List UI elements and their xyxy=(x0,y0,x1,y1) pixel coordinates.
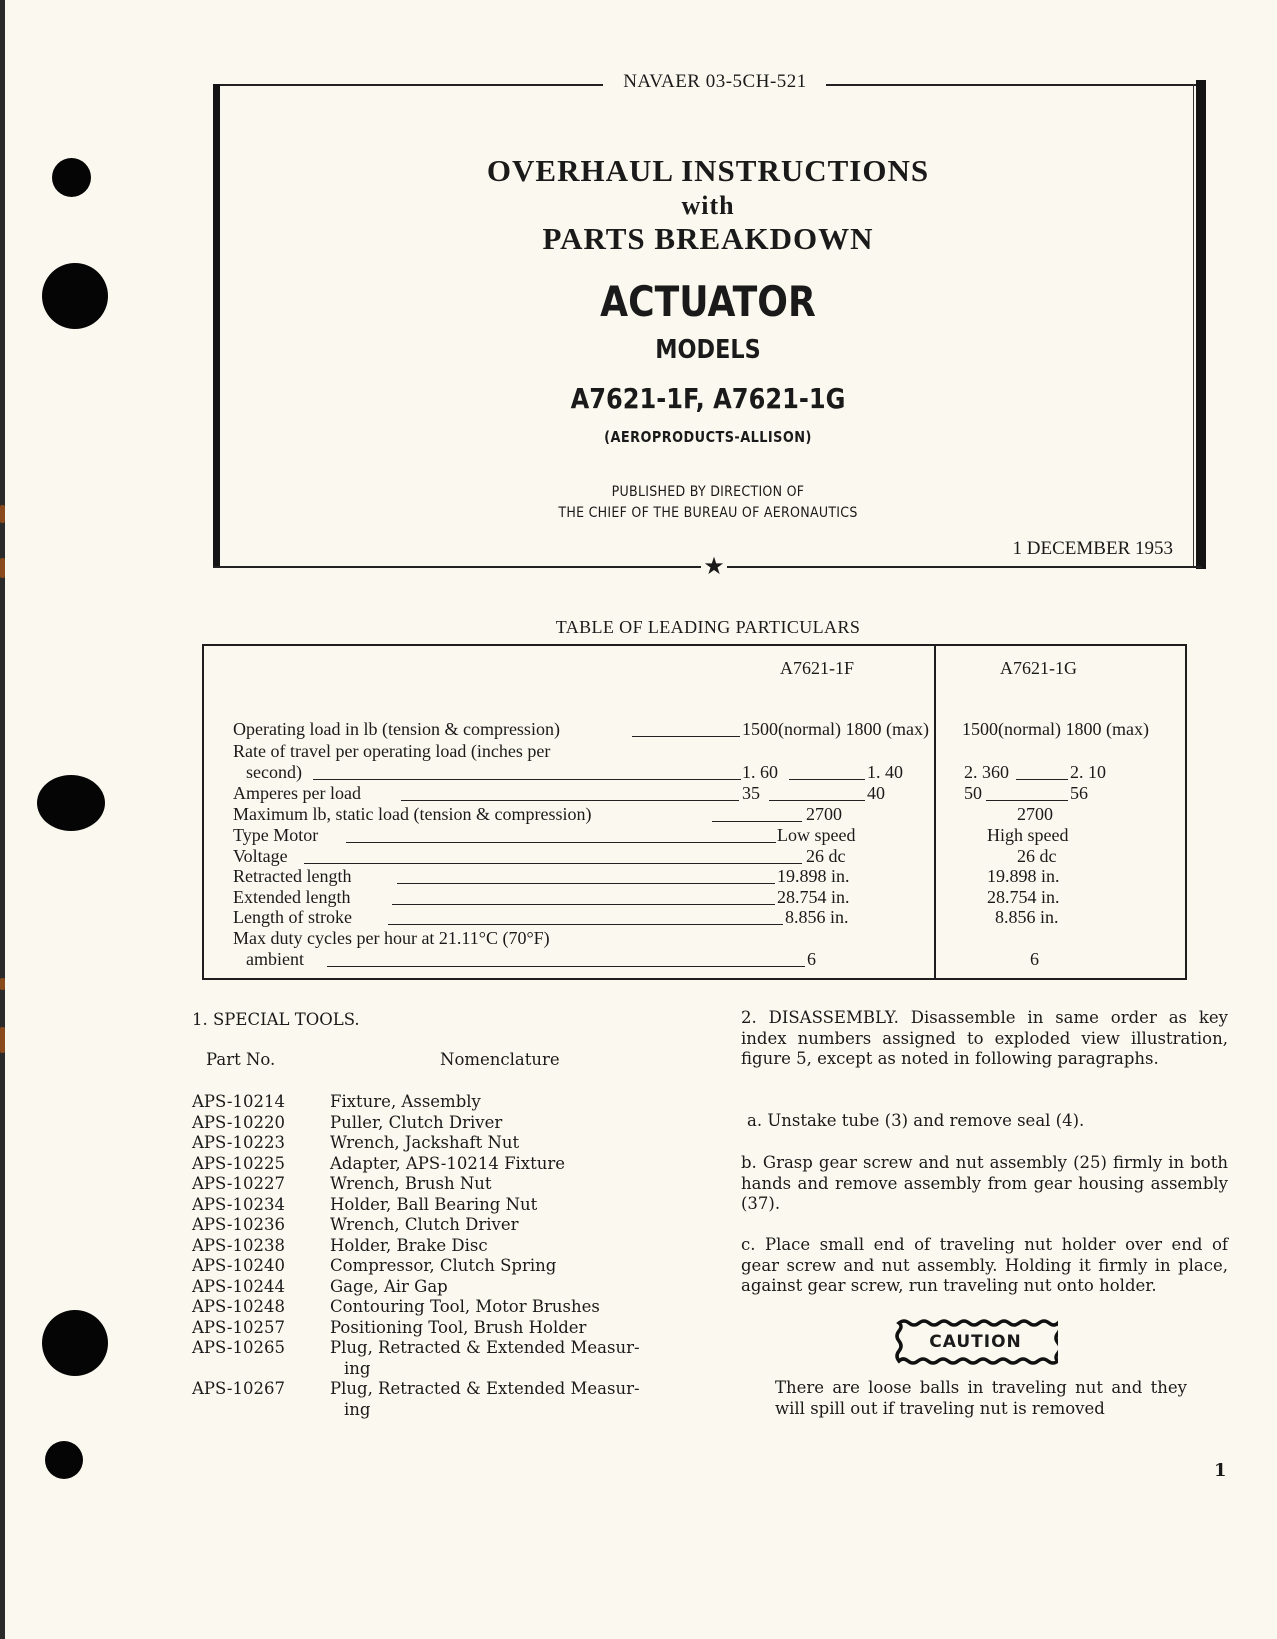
cell-1f-b: 1. 40 xyxy=(867,762,903,782)
tool-name: Gage, Air Gap xyxy=(330,1276,448,1296)
leader-line xyxy=(401,800,739,801)
cell-1g: 19.898 in. xyxy=(987,866,1060,886)
tool-name: Plug, Retracted & Extended Measur- xyxy=(330,1379,640,1398)
star-icon: ★ xyxy=(703,552,725,580)
cell-1g: 6 xyxy=(1030,949,1039,969)
rust-stain xyxy=(0,978,5,990)
row-label: Amperes per load xyxy=(233,783,361,803)
punch-hole xyxy=(42,263,108,329)
tool-part-number: APS-10238 xyxy=(192,1235,285,1255)
cell-1g: High speed xyxy=(987,825,1069,845)
tool-name: Fixture, Assembly xyxy=(330,1092,481,1111)
leader-line xyxy=(986,800,1068,801)
tool-part-number: APS-10248 xyxy=(192,1297,285,1316)
leader-line xyxy=(789,779,865,780)
cell-1f-b: 40 xyxy=(867,783,885,803)
disassembly-step-c: c. Place small end of traveling nut holder over end of gear screw and nut assembly. Holding it firmly in place, against gear screw, run traveling nut onto holder. xyxy=(741,1235,1228,1295)
tool-name-cont: ing xyxy=(344,1399,371,1419)
leader-line xyxy=(388,924,783,925)
part-number-column-header: Part No. xyxy=(206,1050,276,1069)
tool-name: Wrench, Clutch Driver xyxy=(330,1215,519,1234)
disassembly-step-a: a. Unstake tube (3) and remove seal (4). xyxy=(747,1111,1085,1130)
frame-bottom-rule-left xyxy=(213,566,701,568)
cell-1g-a: 50 xyxy=(964,783,982,803)
tool-part-number: APS-10240 xyxy=(192,1256,285,1275)
title-line-3: PARTS BREAKDOWN xyxy=(542,221,874,256)
cell-1g: 28.754 in. xyxy=(987,887,1060,907)
tool-name: Wrench, Brush Nut xyxy=(330,1174,492,1193)
punch-hole xyxy=(52,158,91,197)
leader-line xyxy=(327,966,805,967)
tool-name: Holder, Ball Bearing Nut xyxy=(330,1194,538,1214)
cell-1f: 1500(normal) 1800 (max) xyxy=(742,719,929,739)
title-line-1: OVERHAUL INSTRUCTIONS xyxy=(486,153,930,188)
leader-line xyxy=(346,842,776,843)
disassembly-intro: 2. DISASSEMBLY. Disassemble in same order as key index numbers assigned to exploded view illustration, figure 5, except as noted in following paragraphs. xyxy=(741,1008,1228,1068)
rust-stain xyxy=(0,505,5,523)
row-label: Operating load in lb (tension & compression) xyxy=(233,719,560,739)
tool-name: Wrench, Jackshaft Nut xyxy=(330,1133,520,1152)
cell-1f: 8.856 in. xyxy=(785,907,849,927)
leader-line xyxy=(304,863,802,864)
tool-part-number: APS-10236 xyxy=(192,1215,285,1234)
leader-line xyxy=(712,821,802,822)
tool-part-number: APS-10214 xyxy=(192,1092,285,1111)
tool-part-number: APS-10223 xyxy=(192,1133,285,1152)
row-label: Extended length xyxy=(233,887,351,907)
cell-1g-b: 56 xyxy=(1070,783,1088,803)
row-label-cont: second) xyxy=(246,762,302,782)
row-label: Rate of travel per operating load (inches per xyxy=(233,741,551,761)
tool-part-number: APS-10234 xyxy=(192,1194,285,1214)
disassembly-step-b: b. Grasp gear screw and nut assembly (25) firmly in both hands and remove assembly from gear housing assembly (37). xyxy=(741,1153,1228,1213)
cell-1g: 8.856 in. xyxy=(995,907,1059,927)
table-column-divider xyxy=(934,644,936,980)
tool-name: Compressor, Clutch Spring xyxy=(330,1256,557,1275)
punch-hole xyxy=(42,1310,108,1376)
caution-text: There are loose balls in traveling nut and they will spill out if traveling nut is removed xyxy=(775,1378,1187,1418)
cell-1f-a: 35 xyxy=(742,783,760,803)
frame-bottom-rule-right xyxy=(727,566,1202,568)
cell-1g-a: 2. 360 xyxy=(964,762,1009,782)
document-number: NAVAER 03-5CH-521 xyxy=(623,71,807,92)
row-label: Max duty cycles per hour at 21.11°C (70°F) xyxy=(233,928,550,948)
row-label: Length of stroke xyxy=(233,907,352,927)
leader-line xyxy=(392,904,775,905)
tool-name-cont: ing xyxy=(344,1358,371,1378)
cell-1f: 2700 xyxy=(806,804,842,824)
cell-1f-a: 1. 60 xyxy=(742,762,778,782)
column-header-1f: A7621-1F xyxy=(780,658,855,678)
frame-top-rule-left xyxy=(213,84,603,86)
tool-part-number: APS-10225 xyxy=(192,1153,285,1173)
row-label: Retracted length xyxy=(233,866,352,886)
special-tools-heading: 1. SPECIAL TOOLS. xyxy=(192,1010,360,1029)
title-line-2: with xyxy=(681,191,735,220)
frame-top-rule-right xyxy=(826,84,1204,86)
page-number: 1 xyxy=(1214,1460,1227,1481)
caution-box xyxy=(893,1317,1058,1367)
leader-line xyxy=(1016,779,1068,780)
cell-1f: 19.898 in. xyxy=(777,866,850,886)
subject-title: ACTUATOR xyxy=(600,277,816,326)
cell-1f: 26 dc xyxy=(806,846,846,866)
publication-date: 1 DECEMBER 1953 xyxy=(1012,538,1173,559)
tool-part-number: APS-10257 xyxy=(192,1317,285,1337)
tool-name: Positioning Tool, Brush Holder xyxy=(330,1317,587,1337)
cell-1f: 6 xyxy=(807,949,816,969)
row-label-cont: ambient xyxy=(246,949,304,969)
leader-line xyxy=(632,736,740,737)
nomenclature-column-header: Nomenclature xyxy=(440,1050,560,1069)
tool-part-number: APS-10220 xyxy=(192,1112,285,1132)
published-by-line-2: THE CHIEF OF THE BUREAU OF AERONAUTICS xyxy=(558,505,858,521)
row-label: Type Motor xyxy=(233,825,319,845)
column-header-1g: A7621-1G xyxy=(1000,658,1077,678)
leader-line xyxy=(313,779,741,780)
tool-name: Holder, Brake Disc xyxy=(330,1235,488,1255)
tool-name: Contouring Tool, Motor Brushes xyxy=(330,1297,600,1316)
published-by-line-1: PUBLISHED BY DIRECTION OF xyxy=(611,484,805,500)
leader-line xyxy=(769,800,865,801)
rust-stain xyxy=(0,558,5,578)
punch-hole xyxy=(45,1441,83,1479)
manufacturer: (AEROPRODUCTS-ALLISON) xyxy=(604,428,812,446)
tool-name: Adapter, APS-10214 Fixture xyxy=(330,1153,566,1173)
tool-name: Puller, Clutch Driver xyxy=(330,1112,503,1132)
cell-1g: 2700 xyxy=(1017,804,1053,824)
tool-part-number: APS-10244 xyxy=(192,1276,285,1296)
tool-part-number: APS-10227 xyxy=(192,1174,285,1193)
cell-1f: 28.754 in. xyxy=(777,887,850,907)
tool-name: Plug, Retracted & Extended Measur- xyxy=(330,1338,640,1357)
tool-part-number: APS-10267 xyxy=(192,1379,285,1398)
punch-hole xyxy=(37,775,105,831)
row-label: Voltage xyxy=(233,846,288,866)
row-label: Maximum lb, static load (tension & compression) xyxy=(233,804,592,824)
caution-label: CAUTION xyxy=(929,1332,1022,1352)
model-numbers: A7621-1F, A7621-1G xyxy=(570,382,846,415)
binding-edge xyxy=(0,0,5,1639)
cell-1g: 26 dc xyxy=(1017,846,1057,866)
cell-1g-b: 2. 10 xyxy=(1070,762,1106,782)
cell-1f: Low speed xyxy=(777,825,856,845)
rust-stain xyxy=(0,1027,5,1053)
particulars-table-title: TABLE OF LEADING PARTICULARS xyxy=(555,617,861,637)
leader-line xyxy=(397,883,775,884)
models-label: MODELS xyxy=(655,335,761,365)
cell-1g: 1500(normal) 1800 (max) xyxy=(962,719,1149,739)
tool-part-number: APS-10265 xyxy=(192,1338,285,1357)
